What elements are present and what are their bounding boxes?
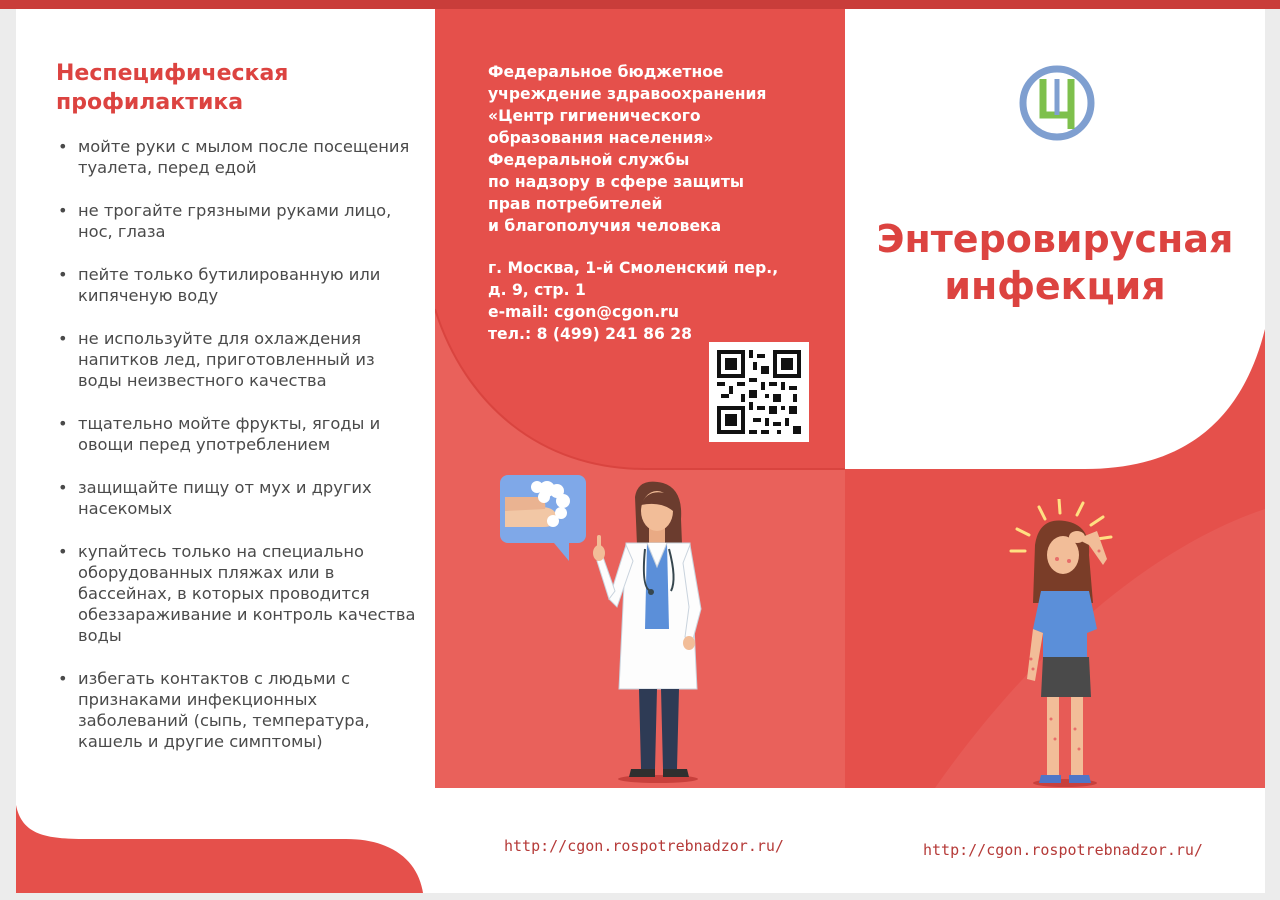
prevention-item: [56, 413, 416, 455]
prevention-item-text: купайтесь только на специально оборудованных пляжах или в бассейнах, в которых проводится обеззараживание и контроль качества воды: [78, 542, 416, 645]
doctor-illustration: [583, 479, 733, 789]
prevention-item-text: избегать контактов с людьми с признаками инфекционных заболеваний (сыпь, температура, кашель и другие симптомы): [78, 669, 370, 751]
contact-panel: [435, 9, 845, 893]
organization-line: прав потребителей: [488, 195, 663, 213]
prevention-item: [56, 200, 416, 242]
organization-line: образования населения»: [488, 129, 714, 147]
prevention-item: [56, 328, 416, 391]
prevention-item-text: защищайте пищу от мух и других насекомых: [78, 478, 372, 518]
phone-line: тел.: 8 (499) 241 86 28: [488, 325, 692, 343]
organization-name: [488, 61, 828, 237]
top-edge-bar: [0, 0, 1280, 9]
prevention-panel: [16, 9, 435, 893]
bullet-icon: •: [58, 669, 68, 688]
prevention-item-text: не используйте для охлаждения напитков лед, приготовленный из воды неизвестного качества: [78, 329, 375, 390]
prevention-item: [56, 136, 416, 178]
prevention-list: [56, 136, 416, 774]
qr-code[interactable]: [709, 342, 809, 442]
prevention-item-text: тщательно мойте фрукты, ягоды и овощи перед употреблением: [78, 414, 381, 454]
organization-line: и благополучия человека: [488, 217, 722, 235]
address-line: д. 9, стр. 1: [488, 281, 586, 299]
bullet-icon: •: [58, 414, 68, 433]
handwash-speech-bubble-icon: [499, 471, 589, 567]
contact-address: [488, 257, 828, 345]
bullet-icon: •: [58, 329, 68, 348]
bullet-icon: •: [58, 542, 68, 561]
prevention-item: [56, 477, 416, 519]
cgon-logo-icon: [1019, 65, 1095, 141]
organization-line: Федеральное бюджетное: [488, 63, 724, 81]
brochure-title-line: инфекция: [944, 264, 1166, 308]
prevention-title: Неспецифическая профилактика: [56, 61, 289, 115]
website-link[interactable]: http://cgon.rospotrebnadzor.ru/: [923, 841, 1203, 859]
prevention-item: [56, 668, 416, 752]
bullet-icon: •: [58, 137, 68, 156]
bullet-icon: •: [58, 478, 68, 497]
prevention-item: [56, 541, 416, 646]
prevention-item: [56, 264, 416, 306]
cover-panel: [845, 9, 1265, 893]
brochure-title-line: Энтеровирусная: [876, 217, 1234, 261]
organization-line: Федеральной службы: [488, 151, 690, 169]
website-link[interactable]: http://cgon.rospotrebnadzor.ru/: [504, 837, 784, 855]
prevention-item-text: пейте только бутилированную или кипяченую воду: [78, 265, 381, 305]
sick-girl-illustration: [1005, 499, 1125, 789]
corner-decoration: [16, 805, 435, 893]
qr-code-pattern: [709, 342, 809, 442]
organization-line: учреждение здравоохранения: [488, 85, 767, 103]
brochure-title: [845, 216, 1265, 310]
bullet-icon: •: [58, 265, 68, 284]
prevention-item-text: не трогайте грязными руками лицо, нос, глаза: [78, 201, 392, 241]
prevention-item-text: мойте руки с мылом после посещения туалета, перед едой: [78, 137, 410, 177]
organization-line: «Центр гигиенического: [488, 107, 701, 125]
brochure-sheet: [16, 9, 1265, 893]
bullet-icon: •: [58, 201, 68, 220]
email-line[interactable]: e-mail: cgon@cgon.ru: [488, 303, 679, 321]
organization-line: по надзору в сфере защиты: [488, 173, 744, 191]
address-line: г. Москва, 1-й Смоленский пер.,: [488, 259, 779, 277]
